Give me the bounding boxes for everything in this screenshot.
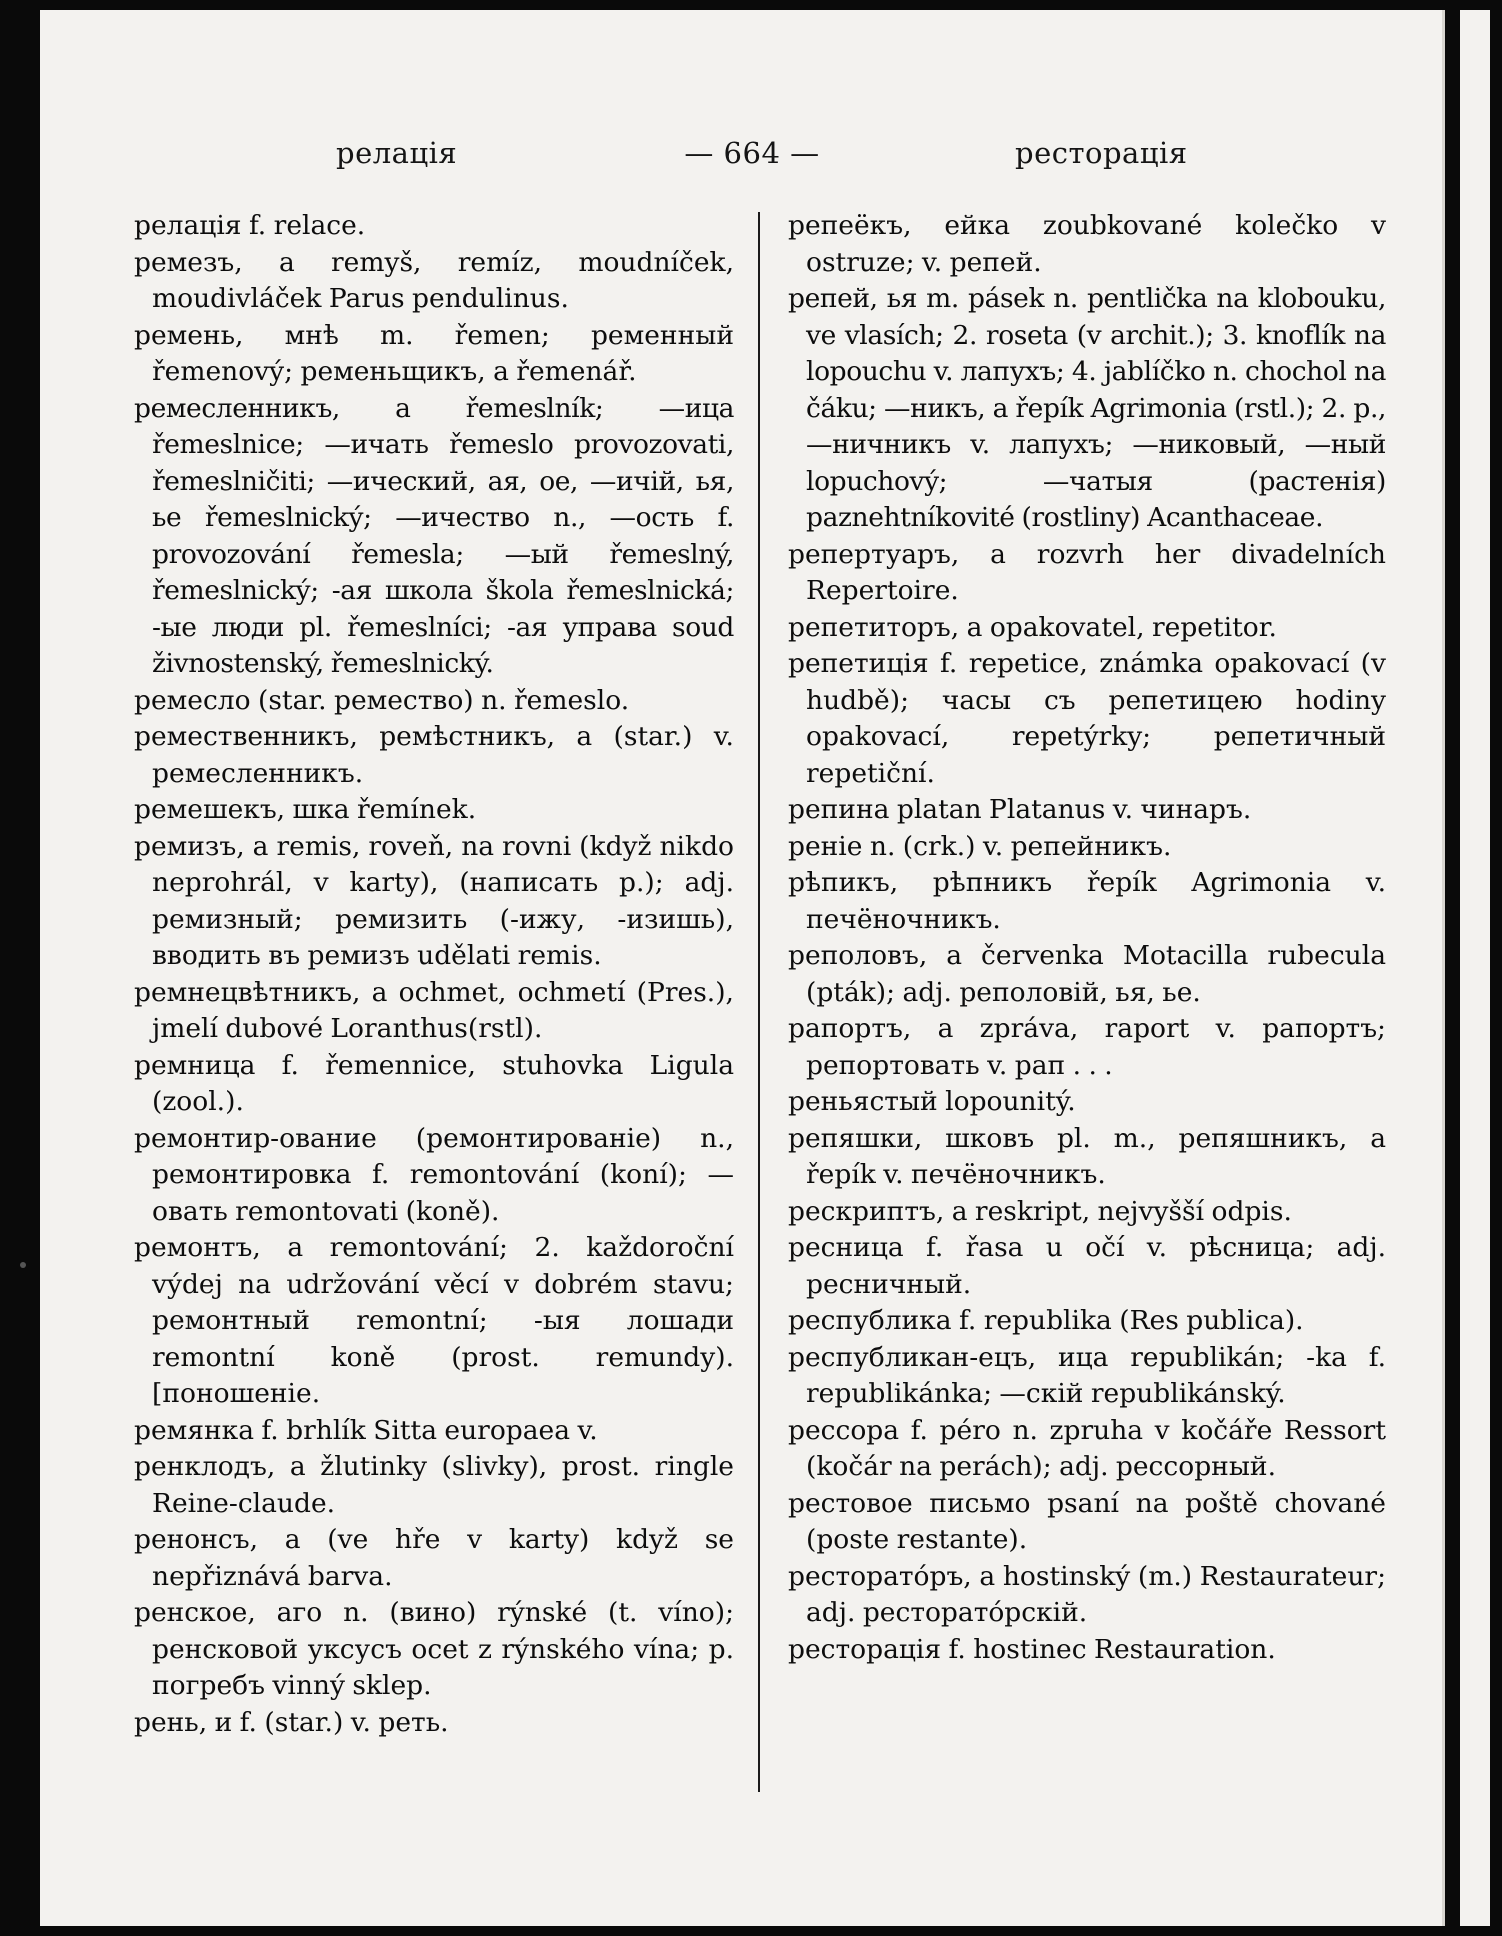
column-divider [758, 212, 760, 1792]
entry: ремонтир-ование (ремонтированіе) n., ремонтировка f. remontování (koní); —овать remontovati (koně). [134, 1122, 734, 1227]
entry: ремесло (star. ремество) n. řemeslo. [134, 684, 630, 716]
next-page-edge [1460, 10, 1490, 1926]
entry: республика f. republika (Res publica). [788, 1305, 1304, 1336]
entry: рапортъ, а zpráva, raport v. рапортъ; репортовать v. рап . . . [788, 1013, 1386, 1081]
entry: репина platan Platanus v. чинаръ. [788, 794, 1252, 825]
right-column [788, 208, 1386, 1668]
entry: репей, ья m. pásek n. pentlička na klobouku, ve vlasích; 2. roseta (v archit.); 3. knoflík na lopouchu v. лапухъ; 4. jablíčko n. chochol na čáku; —никъ, а řepík Agrimonia (rstl.); 2. p., —ничникъ v. лапухъ; —никовый, —ный lopuchový; —чатыя (растенія) paznehtníkovité (rostliny) Acanthaceae. [788, 283, 1386, 533]
entry: ресница f. řasa u očí v. рѣсница; adj. ресничный. [788, 1232, 1386, 1300]
entry: рестовое письмо psaní na poště chované (poste restante). [788, 1487, 1386, 1555]
entry: репетиторъ, а opakovatel, repetitor. [788, 611, 1277, 643]
entry: республикан-ецъ, ица republikán; -ka f. republikánka; —скій republikánský. [788, 1341, 1386, 1409]
entry: реполовъ, а červenka Motacilla rubecula (pták); adj. реполовій, ья, ье. [788, 940, 1386, 1008]
entry: ремень, мнѣ m. řemen; ременный řemenový; ременьщикъ, а řemenář. [134, 319, 734, 387]
entry: ремезъ, а remyš, remíz, moudníček, moudivláček Parus pendulinus. [134, 246, 734, 314]
entry: релація f. relace. [134, 210, 366, 241]
entry: репетиція f. repetice, známka opakovací (v hudbě); часы съ репетицею hodiny opakovací, repetýrky; репетичный repetiční. [788, 648, 1386, 789]
entry: реніе n. (crk.) v. репейникъ. [788, 830, 1172, 862]
entry: ремизъ, а remis, roveň, na rovni (když nikdo neprohrál, v karty), (написать р.); adj. ремизный; ремизить (-ижу, -изишь), вводить въ ремизъ udělati remis. [134, 830, 734, 971]
entry: ренклодъ, а žlutinky (slivky), prost. ringle Reine-claude. [134, 1451, 734, 1519]
entry: ремешекъ, шка řemínek. [134, 794, 477, 825]
entry: ремница f. řemennice, stuhovka Ligula (zool.). [134, 1049, 734, 1117]
entry: реньястый lopounitý. [788, 1086, 1076, 1117]
entry: рессора f. péro n. zpruha v kočáře Ressort (kočár na perách); adj. рессорный. [788, 1414, 1386, 1482]
entry: ремонтъ, а remontování; 2. každoroční výdej na udržování věcí v dobrém stavu; ремонтный remontní; -ыя лошади remontní koně (prost. remundy). [поношеніе. [134, 1232, 734, 1409]
entry: ресторація f. hostinec Restauration. [788, 1633, 1276, 1665]
entry: ренонсъ, а (ve hře v karty) když se nepřiznává barva. [134, 1524, 734, 1592]
entry: ремесленникъ, а řemeslník; —ица řemeslnice; —ичать řemeslo provozovati, řemeslničiti; —ический, ая, ое, —ичій, ья, ье řemeslnický; —ичество n., —ость f. provozování řemesla; —ый řemeslný, řemeslnický; -ая школа škola řemeslnická; -ые люди pl. řemeslníci; -ая управа soud živnostenský, řemeslnický. [134, 392, 734, 679]
entry: репертуаръ, а rozvrh her divadelních Repertoire. [788, 538, 1386, 606]
entry: ремественникъ, ремѣстникъ, а (star.) v. ремесленникъ. [134, 721, 734, 789]
header-left-guideword: релація [336, 136, 458, 170]
entry: рескриптъ, а reskript, nejvyšší odpis. [788, 1195, 1292, 1227]
margin-mark [20, 1262, 26, 1268]
page-number: — 664 — [684, 136, 820, 170]
entry: ресторато́ръ, а hostinský (m.) Restaurateur; adj. ресторато́рскій. [788, 1560, 1386, 1628]
entry: ремянка f. brhlík Sitta europaea v. [134, 1414, 598, 1446]
entry: репеёкъ, ейка zoubkované kolečko v ostruze; v. репей. [788, 210, 1386, 278]
header-right-guideword: ресторація [1015, 136, 1188, 170]
entry: рень, и f. (star.) v. реть. [134, 1706, 449, 1738]
left-column [134, 208, 734, 1741]
entry: ремнецвѣтникъ, а ochmet, ochmetí (Pres.), jmelí dubové Loranthus(rstl). [134, 976, 734, 1044]
entry: ренское, аго n. (вино) rýnské (t. víno); ренсковой уксусъ ocet z rýnského vína; р. погребъ vinný sklep. [134, 1597, 734, 1701]
entry: репяшки, шковъ pl. m., репяшникъ, а řepík v. печёночникъ. [788, 1122, 1386, 1190]
entry: рѣпикъ, рѣпникъ řepík Agrimonia v. печёночникъ. [788, 867, 1386, 935]
